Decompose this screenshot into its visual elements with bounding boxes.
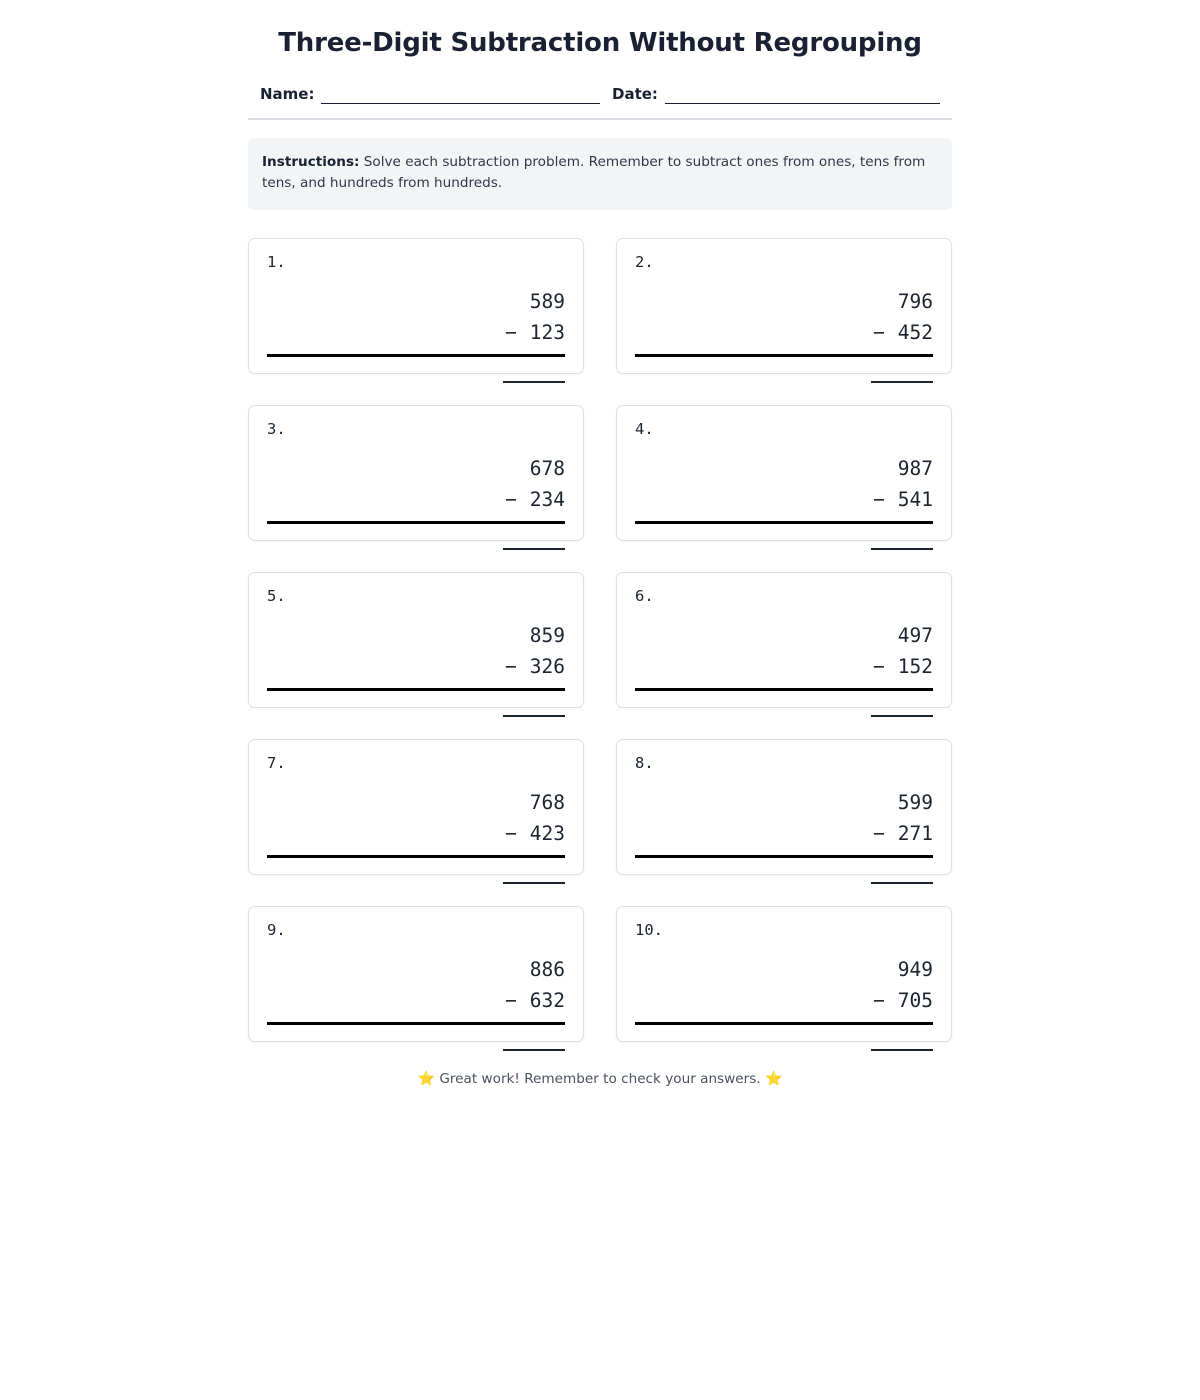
subtraction-row bbox=[635, 651, 933, 683]
answer-blank[interactable] bbox=[503, 882, 565, 884]
problem-card bbox=[248, 572, 584, 708]
minuend: 678 bbox=[529, 456, 565, 480]
problem-card bbox=[248, 405, 584, 541]
name-field bbox=[260, 85, 600, 104]
page-title: Three-Digit Subtraction Without Regrouping bbox=[278, 28, 922, 58]
minus-operator-icon: − bbox=[873, 488, 885, 512]
subtrahend: 452 bbox=[897, 321, 933, 345]
minuend: 599 bbox=[897, 790, 933, 814]
minuend: 987 bbox=[897, 456, 933, 480]
solve-rule bbox=[267, 1022, 565, 1025]
subtraction-row bbox=[635, 317, 933, 349]
subtrahend: 705 bbox=[897, 989, 933, 1013]
problem-stack bbox=[267, 620, 565, 717]
subtrahend: 423 bbox=[529, 822, 565, 846]
subtrahend: 123 bbox=[529, 321, 565, 345]
problem-stack bbox=[635, 286, 933, 383]
solve-rule bbox=[267, 521, 565, 524]
minuend: 497 bbox=[897, 623, 933, 647]
problem-stack bbox=[267, 787, 565, 884]
problem-number: 8. bbox=[635, 754, 654, 773]
subtraction-row bbox=[267, 651, 565, 683]
problem-number: 7. bbox=[267, 754, 286, 773]
answer-blank[interactable] bbox=[503, 381, 565, 383]
date-input-line[interactable] bbox=[665, 86, 940, 104]
problem-card bbox=[248, 739, 584, 875]
minus-operator-icon: − bbox=[873, 822, 885, 846]
subtraction-row bbox=[635, 818, 933, 850]
subtrahend: 632 bbox=[529, 989, 565, 1013]
problem-card bbox=[616, 572, 952, 708]
worksheet-page bbox=[248, 0, 952, 1087]
answer-blank[interactable] bbox=[871, 381, 933, 383]
problem-stack bbox=[267, 954, 565, 1051]
minuend: 949 bbox=[897, 957, 933, 981]
date-label: Date: bbox=[612, 85, 658, 104]
problem-card bbox=[248, 238, 584, 374]
minus-operator-icon: − bbox=[505, 488, 517, 512]
name-label: Name: bbox=[260, 85, 315, 104]
subtraction-row bbox=[267, 985, 565, 1017]
solve-rule bbox=[267, 855, 565, 858]
problem-stack bbox=[267, 453, 565, 550]
subtraction-row bbox=[267, 317, 565, 349]
solve-rule bbox=[635, 855, 933, 858]
minus-operator-icon: − bbox=[505, 321, 517, 345]
star-icon: ⭐ bbox=[764, 1071, 783, 1088]
problem-number: 2. bbox=[635, 253, 654, 272]
instructions-text bbox=[262, 152, 938, 194]
minus-operator-icon: − bbox=[505, 655, 517, 679]
minus-operator-icon: − bbox=[873, 321, 885, 345]
problem-number: 10. bbox=[635, 921, 663, 940]
problem-stack bbox=[267, 286, 565, 383]
subtrahend: 326 bbox=[529, 655, 565, 679]
problem-number: 6. bbox=[635, 587, 654, 606]
footer-text: Great work! Remember to check your answers. bbox=[439, 1071, 761, 1088]
problem-stack bbox=[635, 954, 933, 1051]
subtraction-row bbox=[635, 985, 933, 1017]
instructions-box bbox=[248, 138, 952, 210]
problem-number: 4. bbox=[635, 420, 654, 439]
answer-blank[interactable] bbox=[871, 882, 933, 884]
solve-rule bbox=[635, 521, 933, 524]
footer-note bbox=[248, 1071, 952, 1087]
problem-card bbox=[248, 906, 584, 1042]
solve-rule bbox=[635, 688, 933, 691]
answer-blank[interactable] bbox=[871, 715, 933, 717]
solve-rule bbox=[635, 1022, 933, 1025]
minuend: 796 bbox=[897, 289, 933, 313]
subtrahend: 234 bbox=[529, 488, 565, 512]
subtraction-row bbox=[267, 484, 565, 516]
minuend: 859 bbox=[529, 623, 565, 647]
minuend: 589 bbox=[529, 289, 565, 313]
problem-stack bbox=[635, 787, 933, 884]
answer-blank[interactable] bbox=[503, 1049, 565, 1051]
problem-stack bbox=[635, 453, 933, 550]
solve-rule bbox=[267, 354, 565, 357]
header-divider bbox=[248, 118, 952, 120]
problem-number: 3. bbox=[267, 420, 286, 439]
problem-number: 5. bbox=[267, 587, 286, 606]
problem-card bbox=[616, 238, 952, 374]
minus-operator-icon: − bbox=[505, 989, 517, 1013]
minuend: 886 bbox=[529, 957, 565, 981]
problem-card bbox=[616, 739, 952, 875]
student-info-row bbox=[248, 85, 952, 104]
problem-card bbox=[616, 405, 952, 541]
answer-blank[interactable] bbox=[503, 715, 565, 717]
answer-blank[interactable] bbox=[503, 548, 565, 550]
subtrahend: 152 bbox=[897, 655, 933, 679]
problem-number: 9. bbox=[267, 921, 286, 940]
minus-operator-icon: − bbox=[873, 655, 885, 679]
instructions-body: Solve each subtraction problem. Remember to subtract ones from ones, tens from tens, and hundreds from hundreds. bbox=[262, 154, 926, 192]
subtrahend: 541 bbox=[897, 488, 933, 512]
solve-rule bbox=[635, 354, 933, 357]
star-icon: ⭐ bbox=[417, 1071, 436, 1088]
name-input-line[interactable] bbox=[321, 86, 600, 104]
problem-stack bbox=[635, 620, 933, 717]
subtraction-row bbox=[267, 818, 565, 850]
answer-blank[interactable] bbox=[871, 1049, 933, 1051]
answer-blank[interactable] bbox=[871, 548, 933, 550]
instructions-label: Instructions: bbox=[262, 154, 360, 171]
problem-card bbox=[616, 906, 952, 1042]
problem-grid bbox=[248, 238, 952, 1042]
problem-number: 1. bbox=[267, 253, 286, 272]
solve-rule bbox=[267, 688, 565, 691]
subtraction-row bbox=[635, 484, 933, 516]
minuend: 768 bbox=[529, 790, 565, 814]
minus-operator-icon: − bbox=[873, 989, 885, 1013]
date-field bbox=[612, 85, 940, 104]
subtrahend: 271 bbox=[897, 822, 933, 846]
minus-operator-icon: − bbox=[505, 822, 517, 846]
